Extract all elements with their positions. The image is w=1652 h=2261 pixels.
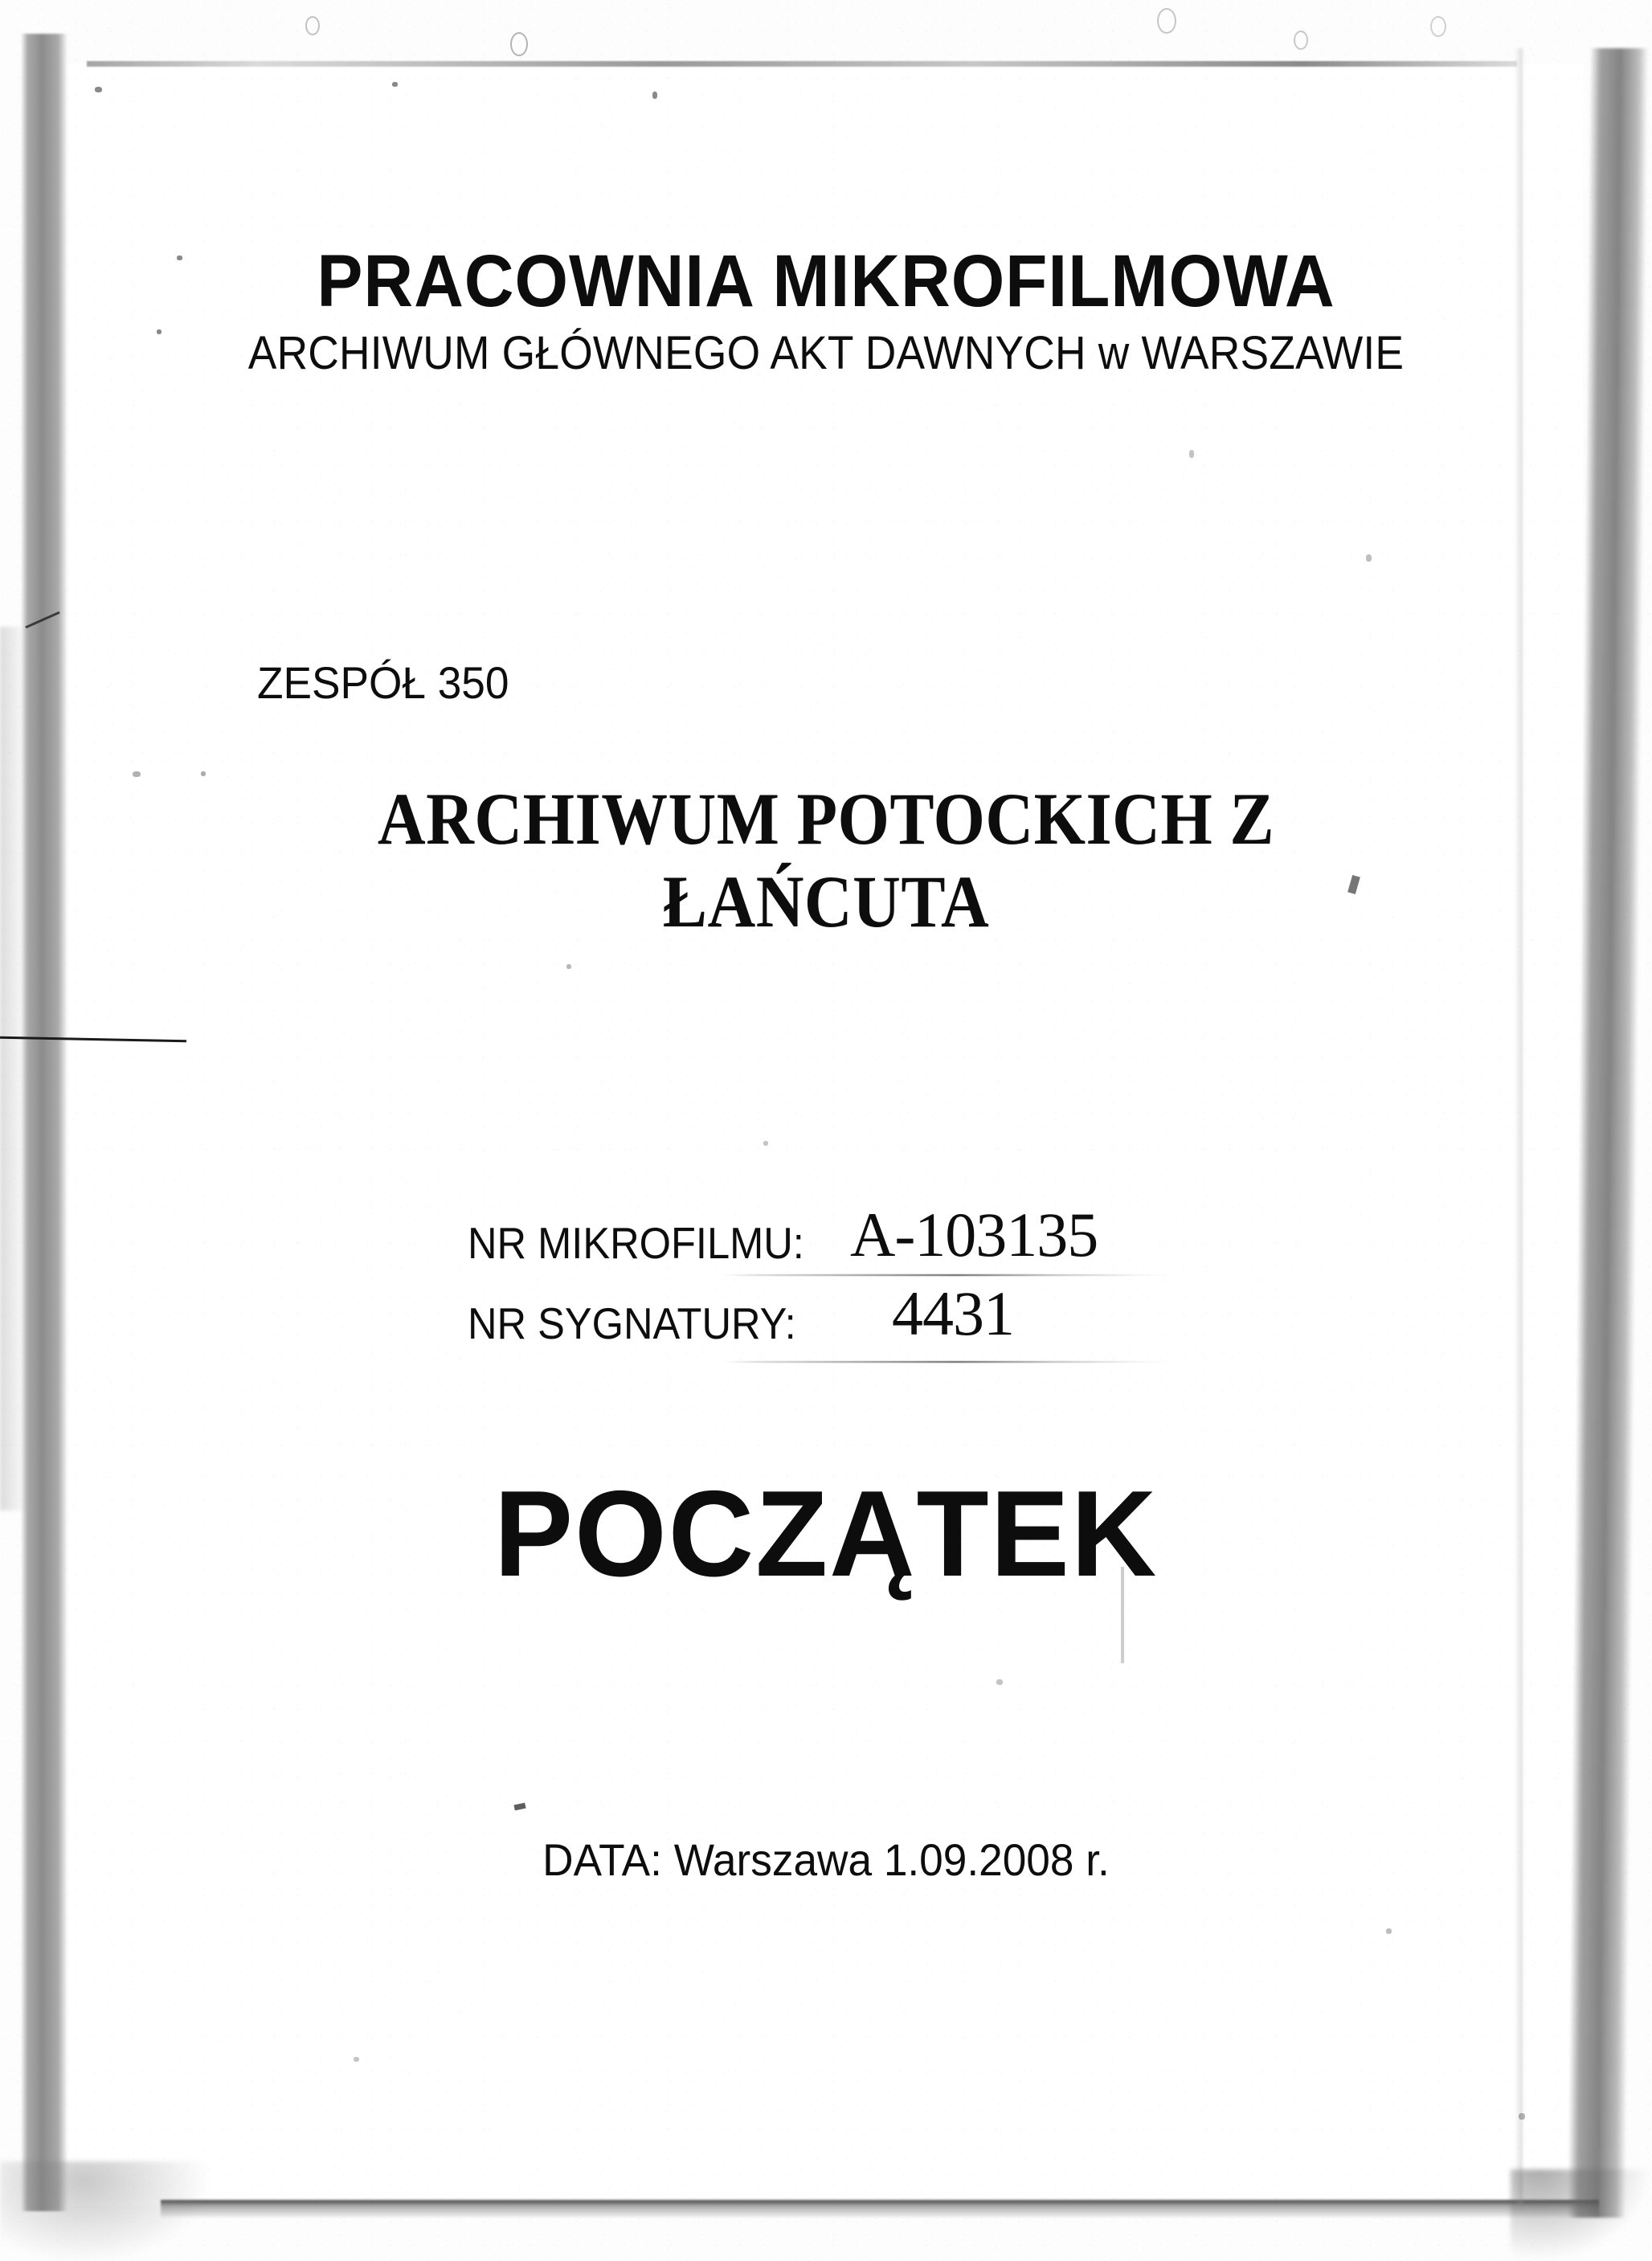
scan-ring-artifact [510, 32, 528, 56]
signature-number-label: NR SYGNATURY: [468, 1298, 796, 1348]
scan-fleck [1386, 1928, 1392, 1934]
microfilm-number-rule [723, 1274, 1173, 1276]
scan-ring-artifact [1157, 8, 1176, 34]
institution-subtitle: ARCHIWUM GŁÓWNEGO AKT DAWNYCH w WARSZAWIE [247, 327, 1405, 379]
page-bottom-edge-shadow [161, 2200, 1599, 2218]
scan-fleck [1519, 2113, 1525, 2120]
scan-fleck [354, 2057, 359, 2062]
scan-fleck [566, 964, 571, 969]
scan-ring-artifact [1294, 31, 1308, 50]
bottom-right-corner-shadow [1511, 2169, 1652, 2261]
scan-fleck [652, 92, 657, 99]
collection-title-line-2: ŁAŃCUTA [662, 861, 990, 942]
signature-number-value: 4431 [892, 1278, 1014, 1348]
microfilm-number-value: A-103135 [850, 1200, 1098, 1270]
signature-number-rule [723, 1361, 1173, 1363]
bottom-left-corner-shadow [0, 2161, 209, 2261]
microfilm-number-label: NR MIKROFILMU: [468, 1218, 804, 1268]
scan-ring-artifact [305, 16, 320, 35]
scan-ring-artifact [1430, 16, 1446, 37]
collection-title-line-1: ARCHIWUM POTOCKICH Z [377, 778, 1275, 860]
scan-fleck [1189, 450, 1194, 458]
film-position-marker: POCZĄTEK [493, 1466, 1159, 1602]
institution-title: PRACOWNIA MIKROFILMOWA [317, 240, 1335, 322]
fonds-group-label: ZESPÓŁ 350 [257, 657, 509, 708]
scan-fleck [392, 82, 398, 87]
page-top-edge-shadow [87, 61, 1517, 67]
date-line: DATA: Warszawa 1.09.2008 r. [542, 1834, 1110, 1885]
scan-fleck [1366, 554, 1372, 562]
left-outer-gradient [0, 627, 27, 1511]
scan-fleck [996, 1679, 1003, 1685]
scan-fleck [763, 1141, 768, 1146]
scan-fleck [95, 87, 102, 92]
